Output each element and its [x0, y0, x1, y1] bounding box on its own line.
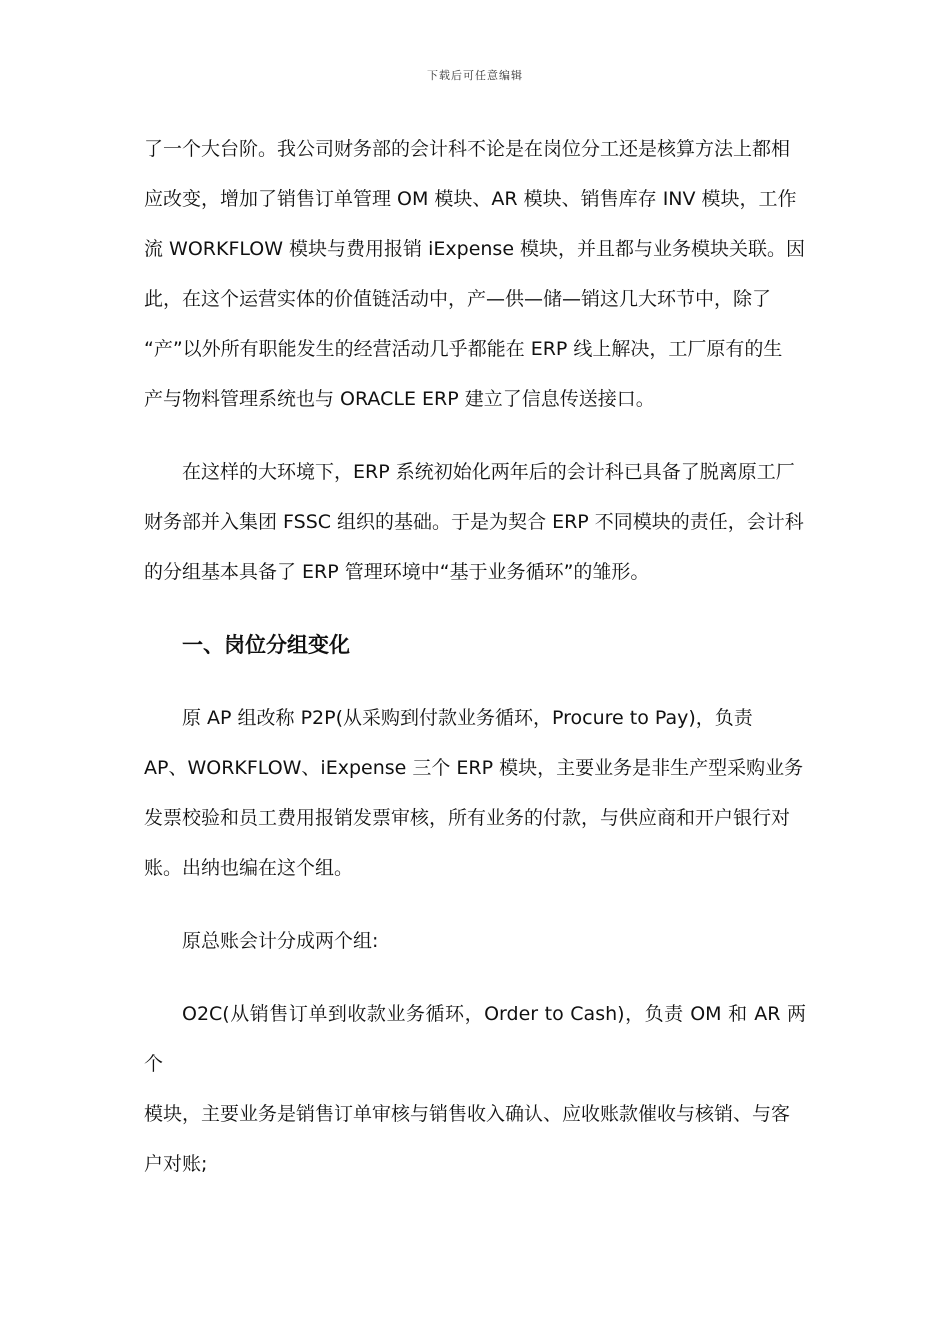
- paragraph-o2c-group: O2C(从销售订单到收款业务循环，Order to Cash)，负责 OM 和 AR 两个 模块，主要业务是销售订单审核与销售收入确认、应收账款催收与核销、与客 户对账;: [144, 1003, 806, 1175]
- paragraph-gap: [144, 597, 806, 620]
- paragraph-p2p-group: 原 AP 组改称 P2P(从采购到付款业务循环，Procure to Pay)，负责 AP、WORKFLOW、iExpense 三个 ERP 模块，主要业务是非生产型采购业务 发票校验和员工费用报销发票审核，所有业务的付款，与供应商和开户银行对 账。出纳也编在这个组。: [144, 707, 804, 879]
- paragraph-erp-modules: 了一个大台阶。我公司财务部的会计科不论是在岗位分工还是核算方法上都相 应改变，增加了销售订单管理 OM 模块、AR 模块、销售库存 INV 模块，工作 流 WORKFLOW 模块与费用报销 iExpense 模块，并且都与业务模块关联。因 此，在这个运营实体的价值链活动中，产—供—储—销这几大环节中，除了 “产”以外所有职能发生的经营活动几乎都能在 ERP 线上解决，工厂原有的生 产与物料管理系统也与 ORACLE ERP 建立了信息传送接口。: [144, 138, 806, 410]
- section-heading: 一、岗位分组变化: [182, 633, 350, 657]
- paragraph-gl-split: 原总账会计分成两个组:: [182, 930, 379, 952]
- document-body: [144, 124, 806, 1189]
- header-note: 下载后可任意编辑: [427, 69, 523, 82]
- paragraph-gap: [144, 670, 806, 693]
- paragraph-fssc-basis: 在这样的大环境下，ERP 系统初始化两年后的会计科已具备了脱离原工厂 财务部并入集团 FSSC 组织的基础。于是为契合 ERP 不同模块的责任，会计科 的分组基本具备了 ERP 管理环境中“基于业务循环”的雏形。: [144, 461, 804, 583]
- paragraph-gap: [144, 966, 806, 989]
- paragraph-gap: [144, 893, 806, 916]
- paragraph-gap: [144, 424, 806, 447]
